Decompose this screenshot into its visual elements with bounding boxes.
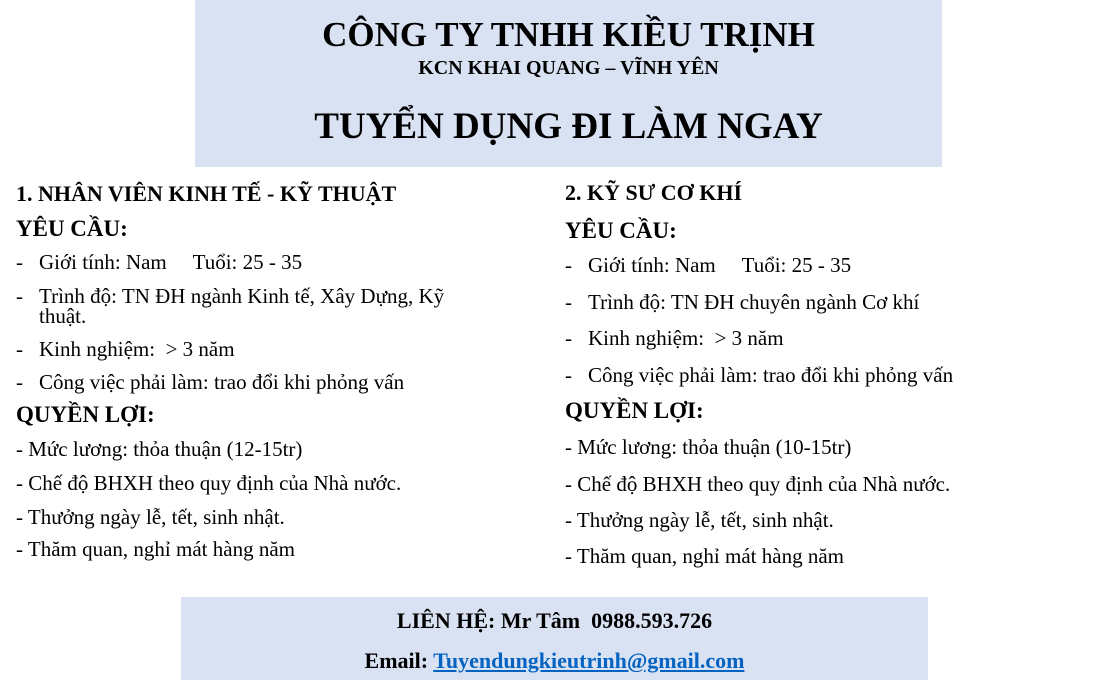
benefits-heading: QUYỀN LỢI: (16, 402, 155, 427)
benefit-item: - Thưởng ngày lễ, tết, sinh nhật. (565, 508, 834, 532)
benefit-item: - Mức lương: thỏa thuận (12-15tr) (16, 437, 303, 461)
contact-line: LIÊN HỆ: Mr Tâm 0988.593.726 (396, 608, 713, 633)
benefit-item: - Chế độ BHXH theo quy định của Nhà nước. (565, 472, 951, 496)
benefit-item: - Thưởng ngày lễ, tết, sinh nhật. (16, 505, 285, 529)
job-title: 2. KỸ SƯ CƠ KHÍ (565, 180, 743, 205)
contact-banner (181, 597, 928, 680)
requirement-item-cont: thuật. (39, 304, 87, 328)
benefit-item: - Mức lương: thỏa thuận (10-15tr) (565, 435, 852, 459)
header-banner (195, 0, 942, 167)
email-label: Email: (364, 648, 434, 673)
requirements-heading: YÊU CẦU: (16, 216, 128, 241)
requirements-heading: YÊU CẦU: (565, 218, 677, 243)
company-location: KCN KHAI QUANG – VĨNH YÊN (418, 57, 719, 79)
email-line (181, 650, 928, 672)
benefit-item: - Thăm quan, nghỉ mát hàng năm (16, 537, 295, 561)
company-name: CÔNG TY TNHH KIỀU TRỊNH (322, 15, 815, 54)
job-title: 1. NHÂN VIÊN KINH TẾ - KỸ THUẬT (16, 181, 397, 206)
email-link[interactable]: Tuyendungkieutrinh@gmail.com (433, 648, 745, 673)
benefit-item: - Thăm quan, nghỉ mát hàng năm (565, 544, 844, 568)
benefit-item: - Chế độ BHXH theo quy định của Nhà nước. (16, 471, 402, 495)
benefits-heading: QUYỀN LỢI: (565, 398, 704, 423)
headline: TUYỂN DỤNG ĐI LÀM NGAY (314, 106, 823, 147)
